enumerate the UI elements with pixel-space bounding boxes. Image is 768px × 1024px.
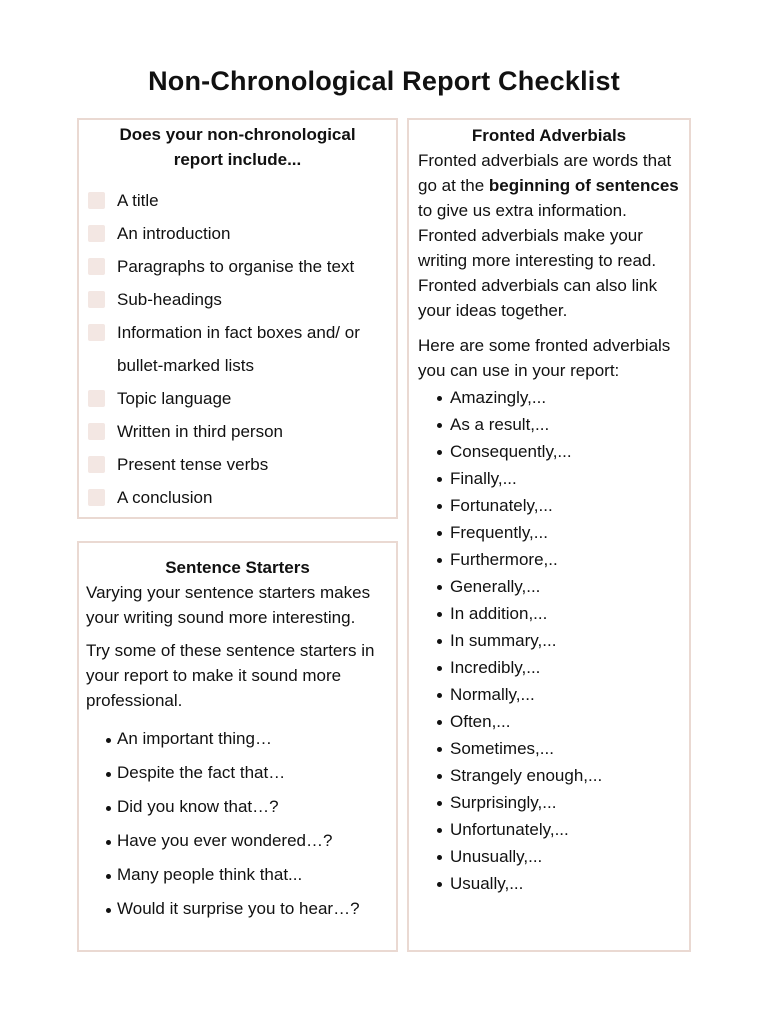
checklist-heading: Does your non-chronological report include... bbox=[119, 125, 356, 169]
fronted-adverbial-item: Surprisingly,... bbox=[433, 789, 689, 816]
checklist-item-label: Paragraphs to organise the text bbox=[117, 257, 355, 276]
fronted-adverbial-item: Frequently,... bbox=[433, 519, 689, 546]
definition-emphasis: beginning of sentences bbox=[488, 176, 679, 195]
checklist-item-label: An introduction bbox=[117, 224, 231, 243]
sentence-starters-list bbox=[79, 722, 396, 926]
checklist-item-label: Information in fact boxes and/ or bullet-marked lists bbox=[117, 323, 360, 375]
checklist-item-label: A title bbox=[117, 191, 159, 210]
fronted-adverbial-item: Furthermore,.. bbox=[433, 546, 689, 573]
checklist-item bbox=[88, 481, 396, 514]
checklist-item bbox=[88, 283, 396, 316]
definition-text-start: Fronted adverbials are words that go at the bbox=[418, 151, 672, 195]
fronted-adverbial-item: In addition,... bbox=[433, 600, 689, 627]
sentence-starters-intro: Varying your sentence starters makes your writing sound more interesting. bbox=[86, 583, 371, 627]
checklist-item bbox=[88, 217, 396, 250]
fronted-adverbial-item: Generally,... bbox=[433, 573, 689, 600]
fronted-adverbial-item: Usually,... bbox=[433, 870, 689, 897]
checklist-item bbox=[88, 184, 396, 217]
checklist-list bbox=[79, 184, 396, 514]
checkbox[interactable] bbox=[88, 192, 105, 209]
fronted-adverbial-item: Incredibly,... bbox=[433, 654, 689, 681]
fronted-adverbials-box bbox=[407, 118, 691, 952]
checklist-item bbox=[88, 382, 396, 415]
checklist-item bbox=[88, 316, 396, 382]
fronted-adverbials-definition bbox=[409, 148, 689, 223]
fronted-adverbial-item: In summary,... bbox=[433, 627, 689, 654]
sentence-starter-item: An important thing… bbox=[102, 722, 396, 756]
fronted-adverbial-item: Unusually,... bbox=[433, 843, 689, 870]
checkbox[interactable] bbox=[88, 390, 105, 407]
sentence-starter-item: Many people think that... bbox=[102, 858, 396, 892]
page-title: Non-Chronological Report Checklist bbox=[148, 66, 620, 96]
checklist-item-label: Topic language bbox=[117, 389, 232, 408]
checklist-item bbox=[88, 250, 396, 283]
sentence-starters-box bbox=[77, 541, 398, 952]
fronted-adverbials-list-intro: Here are some fronted adverbials you can use in your report: bbox=[418, 336, 671, 380]
fronted-adverbial-item: Fortunately,... bbox=[433, 492, 689, 519]
checkbox[interactable] bbox=[88, 456, 105, 473]
checkbox[interactable] bbox=[88, 291, 105, 308]
fronted-adverbial-item: As a result,... bbox=[433, 411, 689, 438]
checkbox[interactable] bbox=[88, 225, 105, 242]
fronted-adverbial-item: Unfortunately,... bbox=[433, 816, 689, 843]
fronted-adverbial-item: Normally,... bbox=[433, 681, 689, 708]
sentence-starter-item: Did you know that…? bbox=[102, 790, 396, 824]
sentence-starter-item: Have you ever wondered…? bbox=[102, 824, 396, 858]
definition-text-end: to give us extra information. bbox=[418, 201, 627, 220]
fronted-adverbial-item: Amazingly,... bbox=[433, 384, 689, 411]
fronted-adverbials-list bbox=[409, 384, 689, 897]
checklist-item-label: A conclusion bbox=[117, 488, 213, 507]
checkbox[interactable] bbox=[88, 423, 105, 440]
checklist-item-label: Sub-headings bbox=[117, 290, 222, 309]
fronted-adverbials-heading: Fronted Adverbials bbox=[471, 126, 627, 145]
fronted-adverbials-purpose: Fronted adverbials make your writing more interesting to read. bbox=[418, 226, 657, 270]
sentence-starter-item: Would it surprise you to hear…? bbox=[102, 892, 396, 926]
fronted-adverbial-item: Often,... bbox=[433, 708, 689, 735]
checkbox[interactable] bbox=[88, 258, 105, 275]
fronted-adverbials-linking: Fronted adverbials can also link your ideas together. bbox=[418, 276, 658, 320]
fronted-adverbial-item: Strangely enough,... bbox=[433, 762, 689, 789]
checklist-item bbox=[88, 448, 396, 481]
checklist-item-label: Present tense verbs bbox=[117, 455, 269, 474]
fronted-adverbial-item: Sometimes,... bbox=[433, 735, 689, 762]
sentence-starter-item: Despite the fact that… bbox=[102, 756, 396, 790]
checkbox[interactable] bbox=[88, 324, 105, 341]
checklist-item bbox=[88, 415, 396, 448]
checklist-item-label: Written in third person bbox=[117, 422, 283, 441]
sentence-starters-instruction: Try some of these sentence starters in your report to make it sound more professional. bbox=[86, 641, 375, 710]
checkbox[interactable] bbox=[88, 489, 105, 506]
fronted-adverbial-item: Finally,... bbox=[433, 465, 689, 492]
checklist-box bbox=[77, 118, 398, 519]
sentence-starters-heading: Sentence Starters bbox=[165, 558, 310, 577]
fronted-adverbial-item: Consequently,... bbox=[433, 438, 689, 465]
